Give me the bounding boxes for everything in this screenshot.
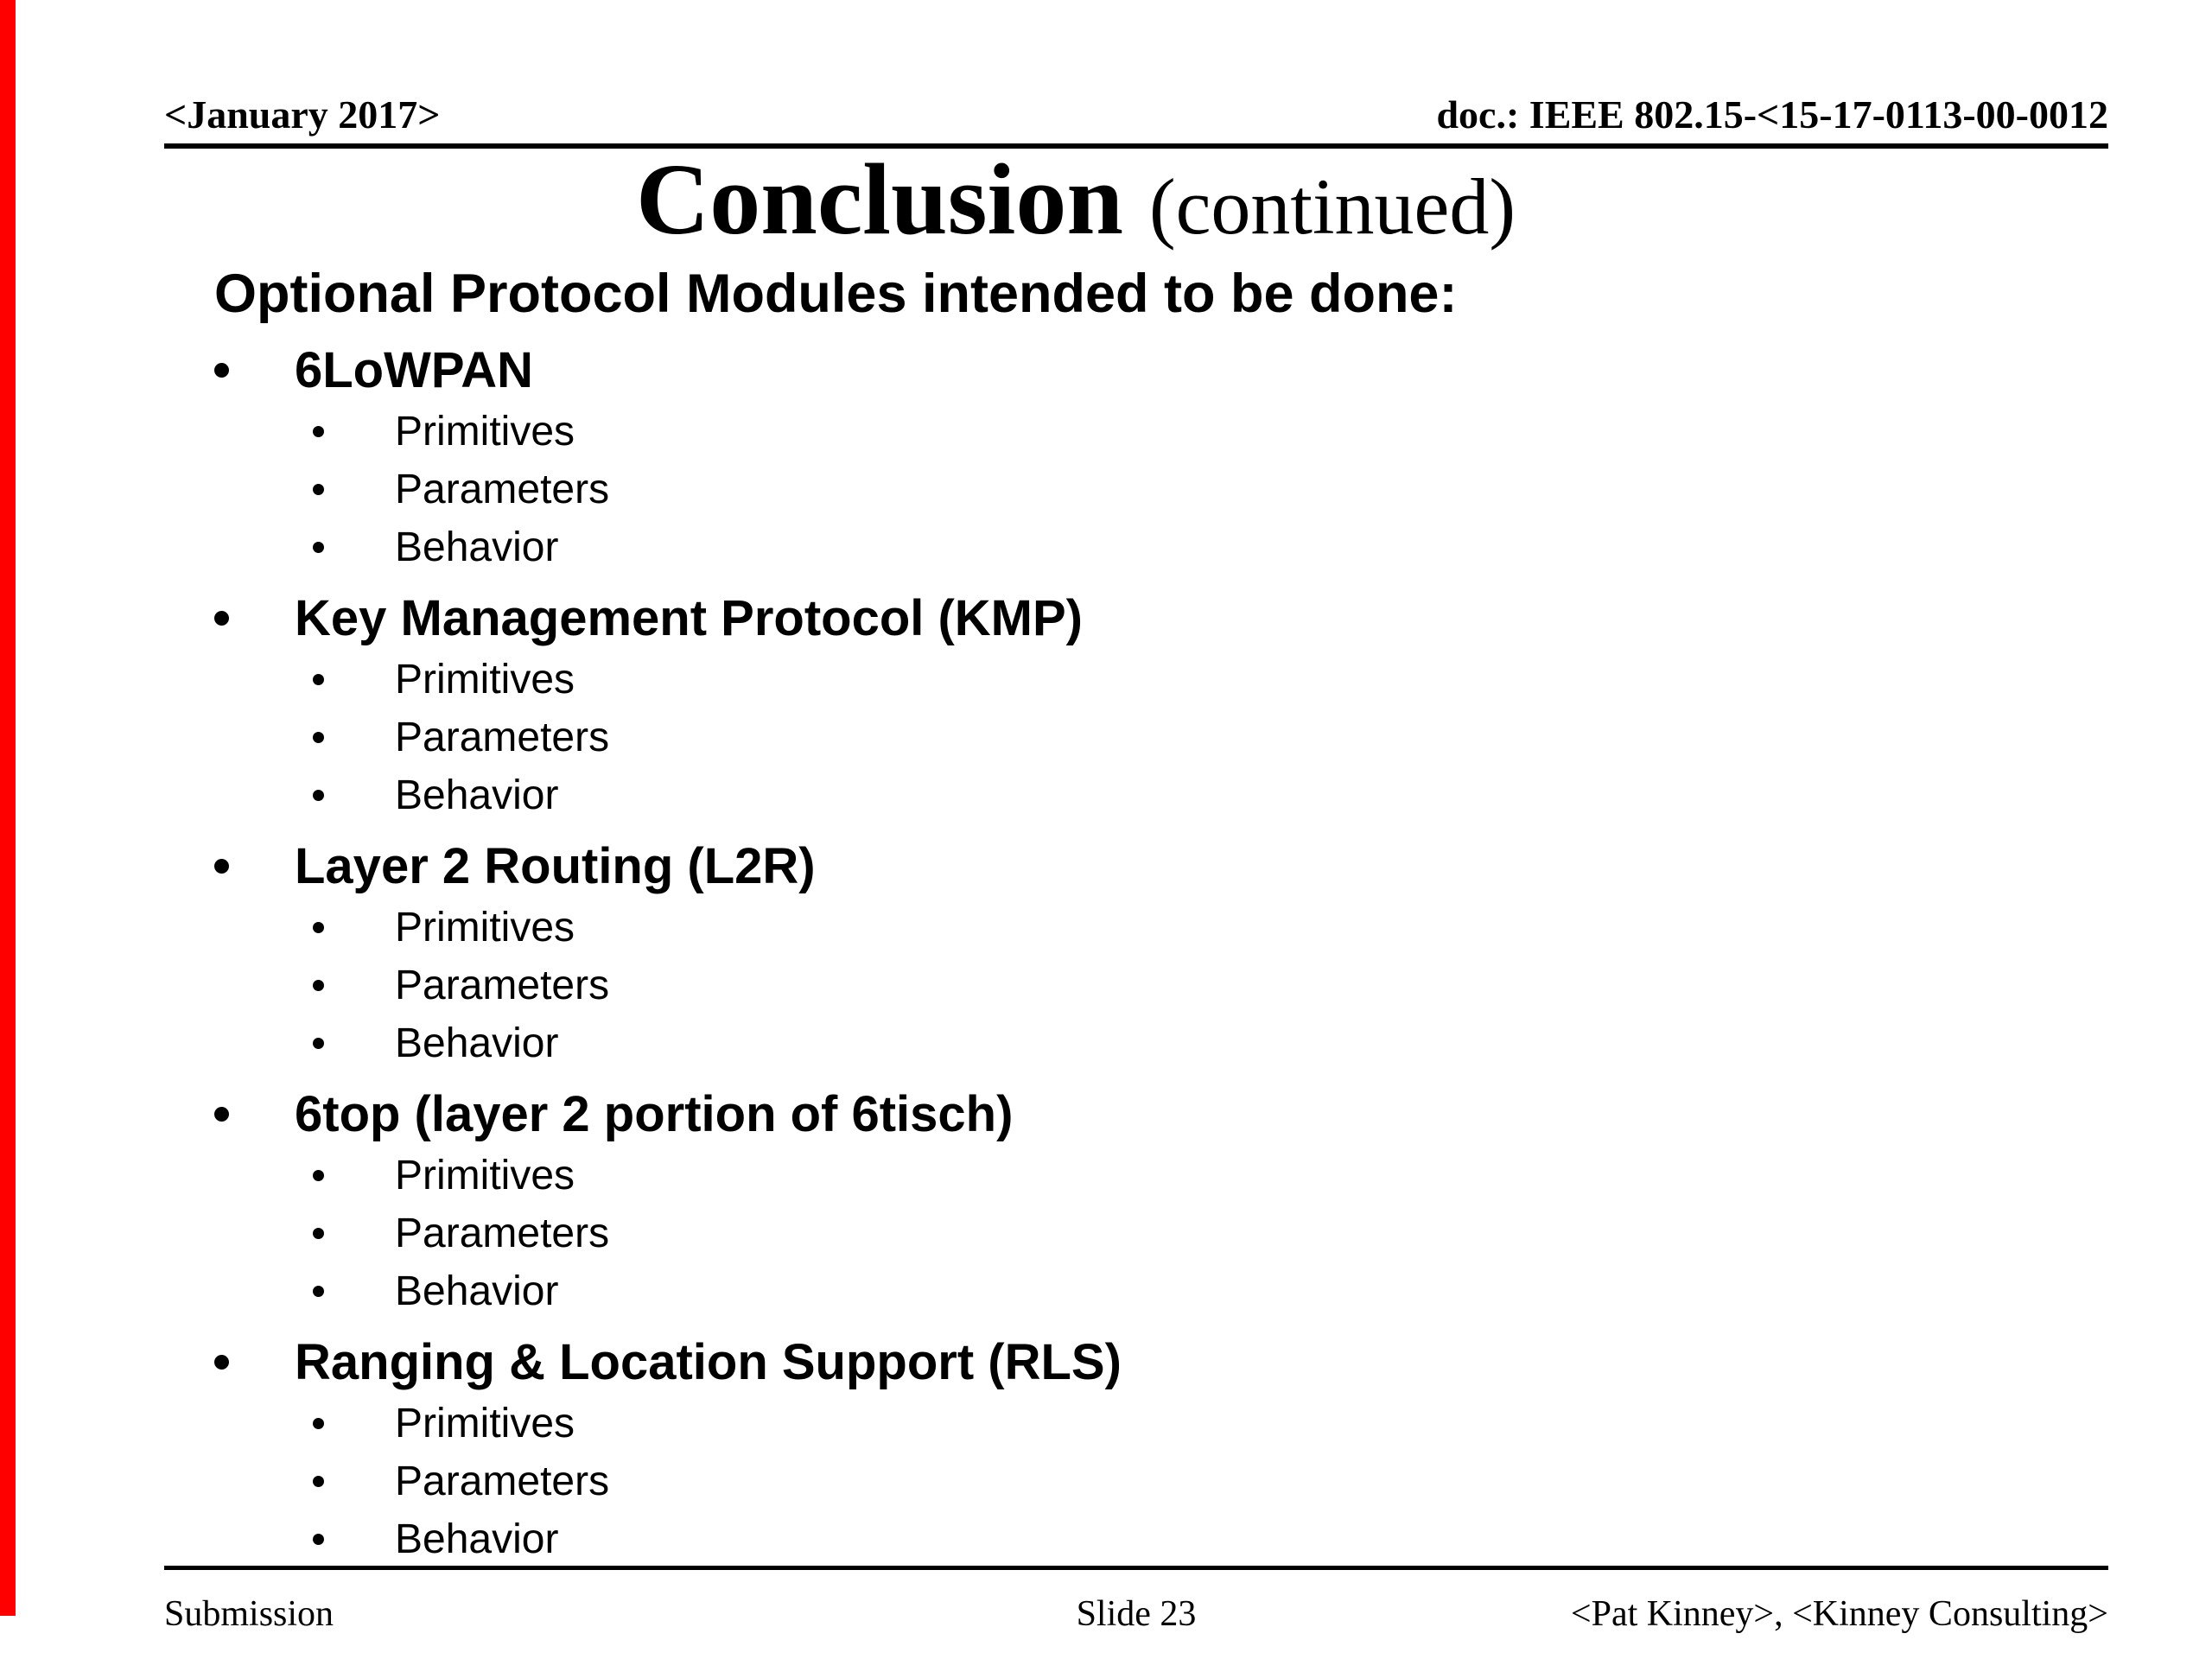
- module-sub-item: [0, 1205, 2212, 1262]
- slide-title-main: Conclusion: [635, 143, 1123, 256]
- module-label: Key Management Protocol (KMP): [295, 589, 1083, 646]
- footer-author: <Pat Kinney>, <Kinney Consulting>: [1570, 1594, 2108, 1634]
- footer-divider: [164, 1566, 2108, 1570]
- sub-item-label: Behavior: [395, 1516, 559, 1562]
- bullet-icon: [313, 426, 324, 437]
- sub-item-label: Parameters: [395, 715, 610, 760]
- body-heading: Optional Protocol Modules intended to be done:: [214, 264, 1458, 324]
- bullet-icon: [313, 542, 324, 553]
- module-item: [0, 1329, 2212, 1395]
- bullet-icon: [313, 1286, 324, 1297]
- sub-item-label: Parameters: [395, 467, 610, 512]
- sub-item-label: Primitives: [395, 657, 575, 702]
- module-item: [0, 337, 2212, 403]
- module-sub-item: [0, 1262, 2212, 1320]
- footer-submission: Submission: [164, 1594, 334, 1634]
- bullet-icon: [313, 1418, 324, 1429]
- module-list: [0, 337, 2212, 1568]
- module-label: Layer 2 Routing (L2R): [295, 837, 816, 894]
- module-sub-item: [0, 1452, 2212, 1510]
- module-sub-item: [0, 518, 2212, 576]
- module-item: [0, 1081, 2212, 1147]
- module-label: 6LoWPAN: [295, 341, 534, 398]
- sub-item-label: Primitives: [395, 905, 575, 950]
- bullet-icon: [313, 1170, 324, 1181]
- bullet-icon: [313, 674, 324, 685]
- module-label: Ranging & Location Support (RLS): [295, 1333, 1122, 1390]
- bullet-icon: [313, 732, 324, 743]
- bullet-icon: [313, 1476, 324, 1487]
- footer-slide-number: Slide 23: [1076, 1594, 1197, 1634]
- bullet-icon: [313, 484, 324, 495]
- bullet-icon: [313, 922, 324, 933]
- sub-item-label: Behavior: [395, 772, 559, 818]
- module-sub-item: [0, 899, 2212, 957]
- module-sub-item: [0, 957, 2212, 1014]
- bullet-icon: [214, 611, 229, 626]
- bullet-icon: [214, 859, 229, 874]
- sub-item-label: Primitives: [395, 409, 575, 454]
- slide-footer: [164, 1592, 2108, 1637]
- module-sub-item: [0, 709, 2212, 766]
- bullet-icon: [313, 980, 324, 991]
- sub-item-label: Parameters: [395, 1459, 610, 1504]
- bullet-icon: [313, 1228, 324, 1239]
- bullet-icon: [313, 790, 324, 801]
- sub-item-label: Primitives: [395, 1153, 575, 1198]
- bullet-icon: [214, 1107, 229, 1122]
- module-item: [0, 833, 2212, 899]
- sub-item-label: Parameters: [395, 963, 610, 1008]
- bullet-icon: [313, 1038, 324, 1049]
- module-sub-item: [0, 1395, 2212, 1452]
- bullet-icon: [214, 1355, 229, 1370]
- module-label: 6top (layer 2 portion of 6tisch): [295, 1085, 1014, 1142]
- module-item: [0, 585, 2212, 651]
- module-sub-item: [0, 1510, 2212, 1568]
- sub-item-label: Primitives: [395, 1401, 575, 1446]
- sub-item-label: Behavior: [395, 524, 559, 570]
- module-sub-item: [0, 766, 2212, 824]
- header-date: <January 2017>: [164, 92, 441, 137]
- module-sub-item: [0, 461, 2212, 518]
- sub-item-label: Parameters: [395, 1211, 610, 1256]
- sub-item-label: Behavior: [395, 1268, 559, 1314]
- bullet-icon: [313, 1534, 324, 1545]
- bullet-icon: [214, 363, 229, 378]
- slide-body: [0, 259, 2212, 1568]
- header-doc-number: doc.: IEEE 802.15-<15-17-0113-00-0012: [1436, 92, 2108, 137]
- module-sub-item: [0, 403, 2212, 461]
- slide-title-suffix: (continued): [1148, 162, 1516, 251]
- module-sub-item: [0, 1147, 2212, 1205]
- module-sub-item: [0, 651, 2212, 709]
- module-sub-item: [0, 1014, 2212, 1072]
- sub-item-label: Behavior: [395, 1020, 559, 1066]
